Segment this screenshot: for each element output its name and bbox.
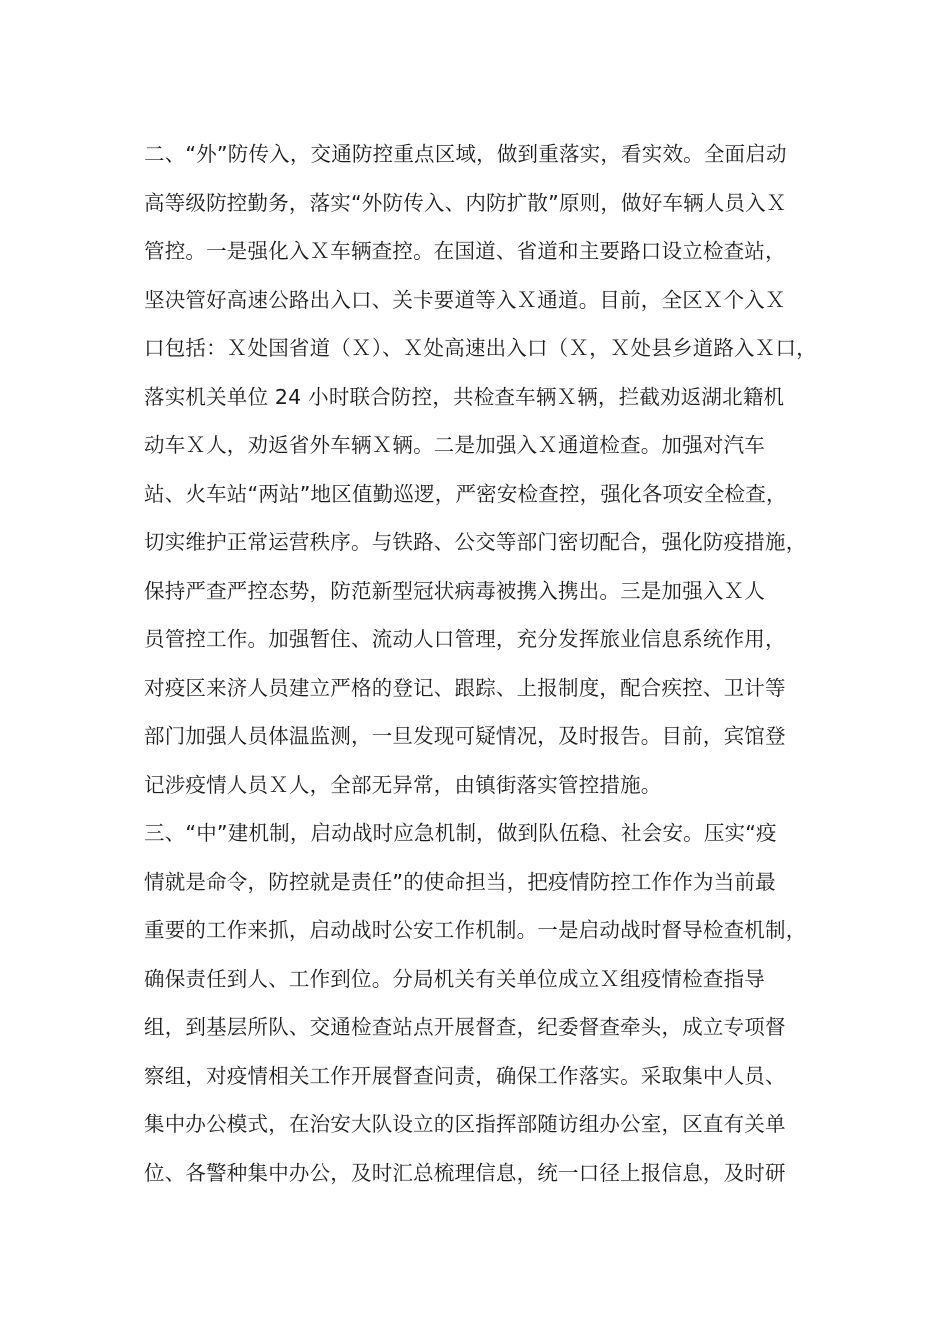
text-line: 坚决管好高速公路出入口、关卡要道等入Ｘ通道。目前，全区Ｘ个入Ｘ — [144, 287, 786, 312]
text-line: 情就是命令，防控就是责任”的使命担当，把疫情防控工作作为当前最 — [144, 869, 776, 894]
text-line: 记涉疫情人员Ｘ人，全部无异常，由镇街落实管控措施。 — [144, 772, 662, 797]
text-line: 动车Ｘ人，劝返省外车辆Ｘ辆。二是加强入Ｘ通道检查。加强对汽车 — [144, 433, 765, 457]
text-line: 高等级防控勤务，落实“外防传入、内防扩散”原则，做好车辆人员入Ｘ — [144, 190, 787, 215]
text-line: 察组，对疫情相关工作开展督查问责，确保工作落实。采取集中人员、 — [144, 1063, 786, 1088]
text-line: 员管控工作。加强暂住、流动人口管理，充分发挥旅业信息系统作用， — [144, 627, 786, 651]
text-line: 口包括：Ｘ处国省道（Ｘ）、Ｘ处高速出入口（Ｘ，Ｘ处县乡道路入Ｘ口， — [144, 336, 817, 360]
text-line: 站、火车站“两站”地区值勤巡逻，严密安检查控，强化各项安全检查， — [144, 481, 787, 506]
text-line: 对疫区来济人员建立严格的登记、跟踪、上报制度，配合疾控、卫计等 — [144, 675, 786, 700]
text-line: 落实机关单位 24 小时联合防控，共检查车辆Ｘ辆，拦截劝返湖北籍机 — [144, 384, 785, 409]
text-line: 部门加强人员体温监测，一旦发现可疑情况，及时报告。目前，宾馆登 — [144, 724, 786, 748]
text-line: 组，到基层所队、交通检查站点开展督查，纪委督查牵头，成立专项督 — [144, 1015, 786, 1039]
text-line: 二、“外”防传入，交通防控重点区域，做到重落实，看实效。全面启动 — [144, 142, 787, 166]
text-line: 确保责任到人、工作到位。分局机关有关单位成立Ｘ组疫情检查指导 — [144, 966, 765, 991]
text-line: 管控。一是强化入Ｘ车辆查控。在国道、省道和主要路口设立检查站， — [144, 239, 786, 263]
text-line: 保持严查严控态势，防范新型冠状病毒被携入携出。三是加强入Ｘ人 — [144, 578, 765, 603]
text-line: 切实维护正常运营秩序。与铁路、公交等部门密切配合，强化防疫措施， — [144, 530, 807, 554]
text-line: 位、各警种集中办公，及时汇总梳理信息，统一口径上报信息，及时研 — [144, 1160, 786, 1185]
body-text — [144, 130, 824, 1197]
text-line: 重要的工作来抓，启动战时公安工作机制。一是启动战时督导检查机制， — [144, 918, 807, 942]
text-line: 三、“中”建机制，启动战时应急机制，做到队伍稳、社会安。压实“疫 — [144, 821, 777, 845]
text-line: 集中办公模式，在治安大队设立的区指挥部随访组办公室，区直有关单 — [144, 1112, 786, 1136]
